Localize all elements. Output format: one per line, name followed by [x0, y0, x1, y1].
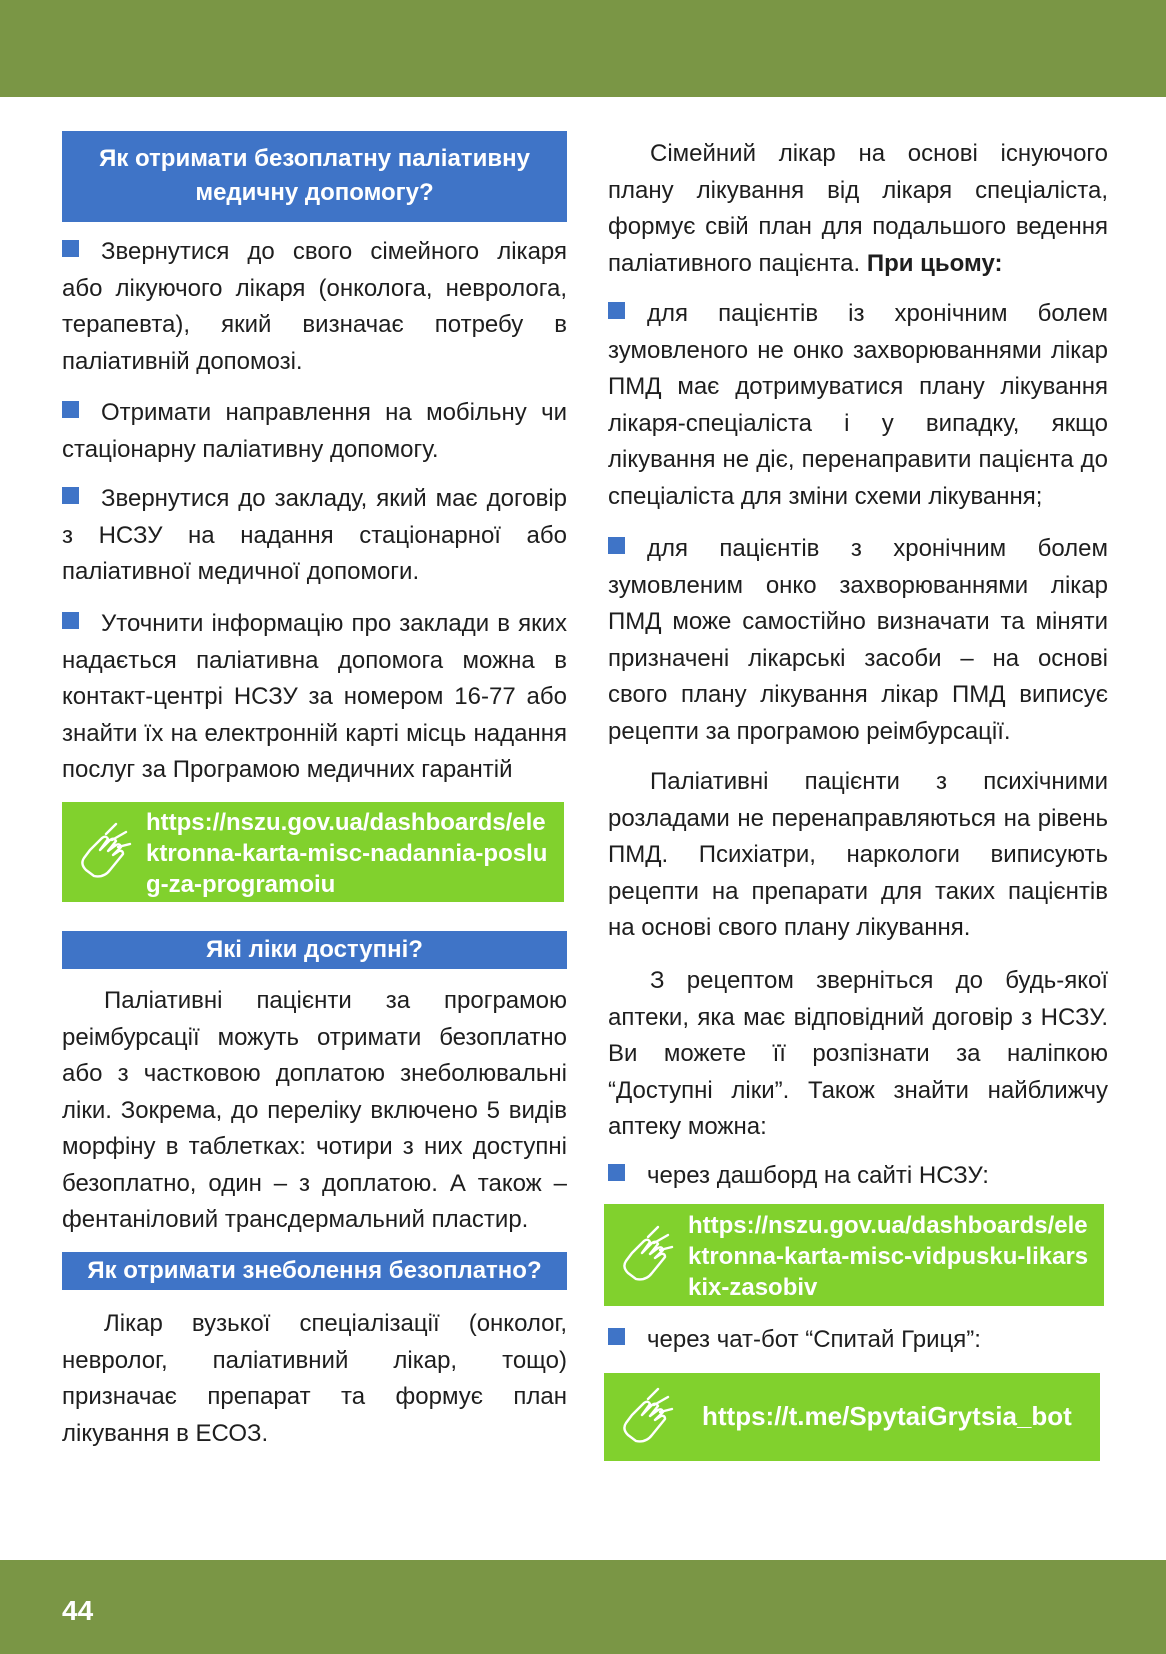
- square-bullet-icon: [62, 487, 79, 504]
- list-item: Уточнити інформацію про заклади в яких надається паліативна допомога можна в контакт-центрі НСЗУ за номером 16-77 або знайти їх на електронній карті місць надання послуг за Програмою медичних гарантій: [62, 610, 567, 783]
- paragraph-available-drugs: Паліативні пацієнти за програмою реімбурсації можуть отримати безоплатно або з частковою доплатою знеболювальні ліки. Зокрема, до переліку включено 5 видів морфіну в таблетках: чотири з них доступні безоплатно, один – з доплатою. А також – фентаніловий трансдермальний пластир.: [62, 987, 567, 1233]
- square-bullet-icon: [608, 1328, 625, 1345]
- link-nszu-pharmacy-map[interactable]: [604, 1204, 1104, 1306]
- list-item: Звернутися до свого сімейного лікаря або лікуючого лікаря (онколога, невролога, терапевта), який визначає потребу в паліативній допомозі.: [62, 238, 567, 375]
- link-url[interactable]: https://nszu.gov.ua/dashboards/elektronna-karta-misc-nadannia-poslug-za-programoiu: [146, 809, 548, 898]
- list-item: Звернутися до закладу, який має договір з НСЗУ на надання стаціонарної або паліативної медичної допомоги.: [62, 485, 567, 585]
- paragraph-family-doctor-plan: Сімейний лікар на основі існуючого плану лікування від лікаря спеціаліста, формує свій план для подальшого ведення паліативного пацієнта. При цьому:: [608, 140, 1108, 277]
- square-bullet-icon: [62, 612, 79, 629]
- square-bullet-icon: [608, 537, 625, 554]
- heading-how-to-get-palliative-care: Як отримати безоплатну паліативну медичну допомогу?: [62, 131, 567, 222]
- list-item: через чат-бот “Спитай Гриця”:: [608, 1322, 1108, 1359]
- pointing-hand-icon: [618, 1385, 678, 1449]
- page-number: 44: [62, 1595, 94, 1626]
- list-item: Отримати направлення на мобільну чи стаціонарну паліативну допомогу.: [62, 399, 567, 463]
- link-url[interactable]: https://nszu.gov.ua/dashboards/elektronna-karta-misc-vidpusku-likarskix-zasobiv: [688, 1212, 1089, 1301]
- link-nszu-palliative-map[interactable]: [62, 802, 564, 902]
- paragraph-free-pain-relief: Лікар вузької спеціалізації (онколог, невролог, паліативний лікар, тощо) призначає препарат та формує план лікування в ЕСОЗ.: [62, 1310, 567, 1447]
- square-bullet-icon: [608, 302, 625, 319]
- bottom-band: [0, 1560, 1166, 1654]
- pointing-hand-icon: [76, 820, 136, 884]
- link-chatbot[interactable]: [604, 1373, 1100, 1461]
- square-bullet-icon: [608, 1164, 625, 1181]
- paragraph-mental-disorders: Паліативні пацієнти з психічними розладами не перенаправляються на рівень ПМД. Психіатри, наркологи виписують рецепти на препарати для таких пацієнтів на основі свого плану лікування.: [608, 768, 1108, 941]
- list-item: для пацієнтів з хронічним болем зумовленим онко захворюваннями лікар ПМД може самостійно визначати та міняти призначені лікарські засоби – на основі свого плану лікування лікар ПМД виписує рецепти за програмою реімбурсації.: [608, 535, 1108, 745]
- heading-free-pain-relief: Як отримати знеболення безоплатно?: [62, 1252, 567, 1290]
- heading-available-drugs: Які ліки доступні?: [62, 931, 567, 969]
- square-bullet-icon: [62, 240, 79, 257]
- pointing-hand-icon: [618, 1223, 678, 1287]
- link-url[interactable]: https://t.me/SpytaiGrytsia_bot: [702, 1401, 1072, 1431]
- top-band: [0, 0, 1166, 97]
- paragraph-pharmacy: З рецептом зверніться до будь-якої аптеки, яка має відповідний договір з НСЗУ. Ви можете її розпізнати за наліпкою “Доступні ліки”. Також знайти найближчу аптеку можна:: [608, 967, 1108, 1140]
- list-item: для пацієнтів із хронічним болем зумовленого не онко захворюваннями лікар ПМД має дотримуватися плану лікування лікаря-спеціаліста і у випадку, якщо лікування не діє, перенаправити пацієнта до спеціаліста для зміни схеми лікування;: [608, 300, 1108, 510]
- square-bullet-icon: [62, 401, 79, 418]
- list-item: через дашборд на сайті НСЗУ:: [608, 1158, 1108, 1195]
